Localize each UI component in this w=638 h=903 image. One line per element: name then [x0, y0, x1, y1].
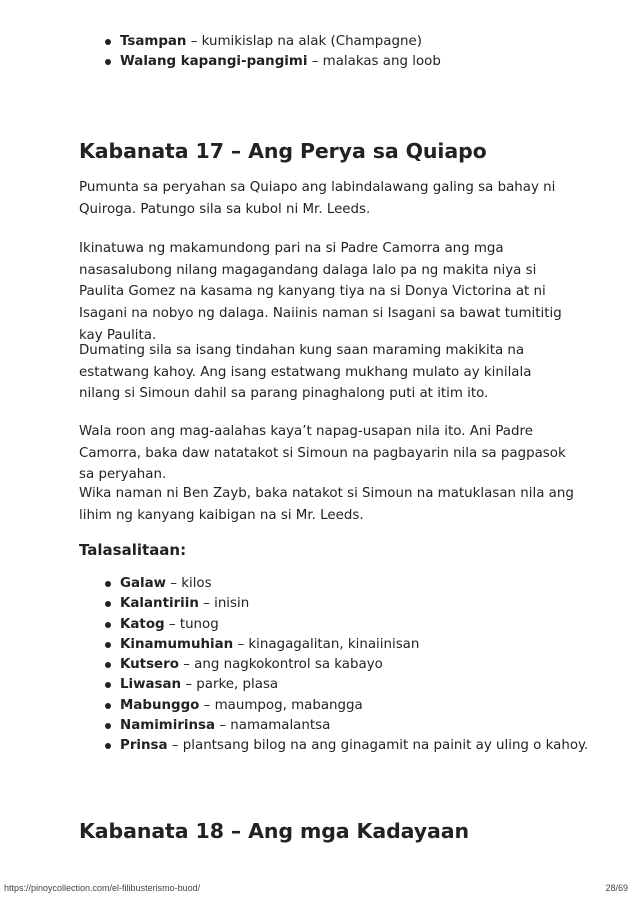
vocab-definition: – tunog: [164, 616, 219, 632]
paragraph: Wika naman ni Ben Zayb, baka natakot si Simoun na matuklasan nila ang lihim ng kanyang kaibigan na si Mr. Leeds.: [79, 486, 574, 523]
paragraph: Pumunta sa peryahan sa Quiapo ang labindalawang galing sa bahay ni Quiroga. Patungo sila sa kubol ni Mr. Leeds.: [79, 180, 556, 217]
list-item: [105, 52, 441, 72]
paragraph: Wala roon ang mag-aalahas kaya’t napag-usapan nila ito. Ani Padre Camorra, baka daw natatakot si Simoun na pagbayarin nila sa pagpasok sa peryahan.: [79, 424, 566, 483]
vocab-term: Liwasan: [120, 677, 182, 693]
list-item: [105, 736, 588, 756]
vocab-definition: – ang nagkokontrol sa kabayo: [178, 657, 383, 673]
vocab-term: Tsampan: [120, 34, 187, 49]
paragraph: Ikinatuwa ng makamundong pari na si Padre Camorra ang mga nasasalubong nilang magagandang dalaga lalo pa ng makita niya si Paulita Gomez na kasama ng kanyang tiya na si Donya Victorina at ni Isagani na nobyo ng dalaga. Naiinis naman si Isagani sa bawat tumititig kay Paulita.: [79, 241, 562, 343]
vocab-term: Katog: [120, 616, 165, 632]
vocab-term: Kutsero: [120, 657, 179, 673]
vocab-definition: – namamalantsa: [215, 718, 331, 734]
footer-url[interactable]: https://pinoycollection.com/el-filibusterismo-buod/: [4, 883, 201, 893]
list-item: [105, 655, 588, 675]
paragraph: Dumating sila sa isang tindahan kung saan maraming makikita na estatwang kahoy. Ang isang estatwang mukhang mulato ay kinilala nilang si Simoun dahil sa parang pinaghalong puti at itim ito.: [79, 343, 532, 402]
vocab-definition: – malakas ang loob: [307, 54, 441, 70]
list-item: [105, 615, 588, 635]
vocab-term: Mabunggo: [120, 697, 200, 713]
list-item: [105, 696, 588, 716]
list-item: [105, 675, 588, 695]
vocab-term: Namimirinsa: [120, 718, 216, 734]
list-item: [105, 716, 588, 736]
vocab-list-top: [79, 32, 441, 73]
list-item: [105, 32, 441, 52]
vocab-term: Galaw: [120, 576, 167, 591]
vocab-definition: – kumikislap na alak (Champagne): [186, 34, 422, 49]
vocab-definition: – parke, plasa: [181, 677, 279, 693]
vocab-definition: – plantsang bilog na ang ginagamit na painit ay uling o kahoy.: [167, 738, 589, 754]
chapter-heading: Kabanata 17 – Ang Perya sa Quiapo: [79, 139, 487, 163]
vocab-term: Walang kapangi-pangimi: [120, 54, 308, 70]
vocab-term: Kalantiriin: [120, 596, 199, 612]
vocab-definition: – inisin: [198, 596, 250, 612]
vocab-definition: – kilos: [166, 576, 212, 591]
vocab-heading: Talasalitaan:: [79, 541, 187, 559]
list-item: [105, 574, 588, 594]
page-number: 28/69: [605, 883, 628, 893]
vocab-term: Kinamumuhian: [120, 636, 234, 652]
list-item: [105, 635, 588, 655]
vocab-list: [79, 574, 588, 757]
vocab-definition: – maumpog, mabangga: [199, 697, 363, 713]
vocab-term: Prinsa: [120, 738, 168, 754]
list-item: [105, 594, 588, 614]
chapter-heading: Kabanata 18 – Ang mga Kadayaan: [79, 819, 469, 843]
vocab-definition: – kinagagalitan, kinaiinisan: [233, 636, 420, 652]
